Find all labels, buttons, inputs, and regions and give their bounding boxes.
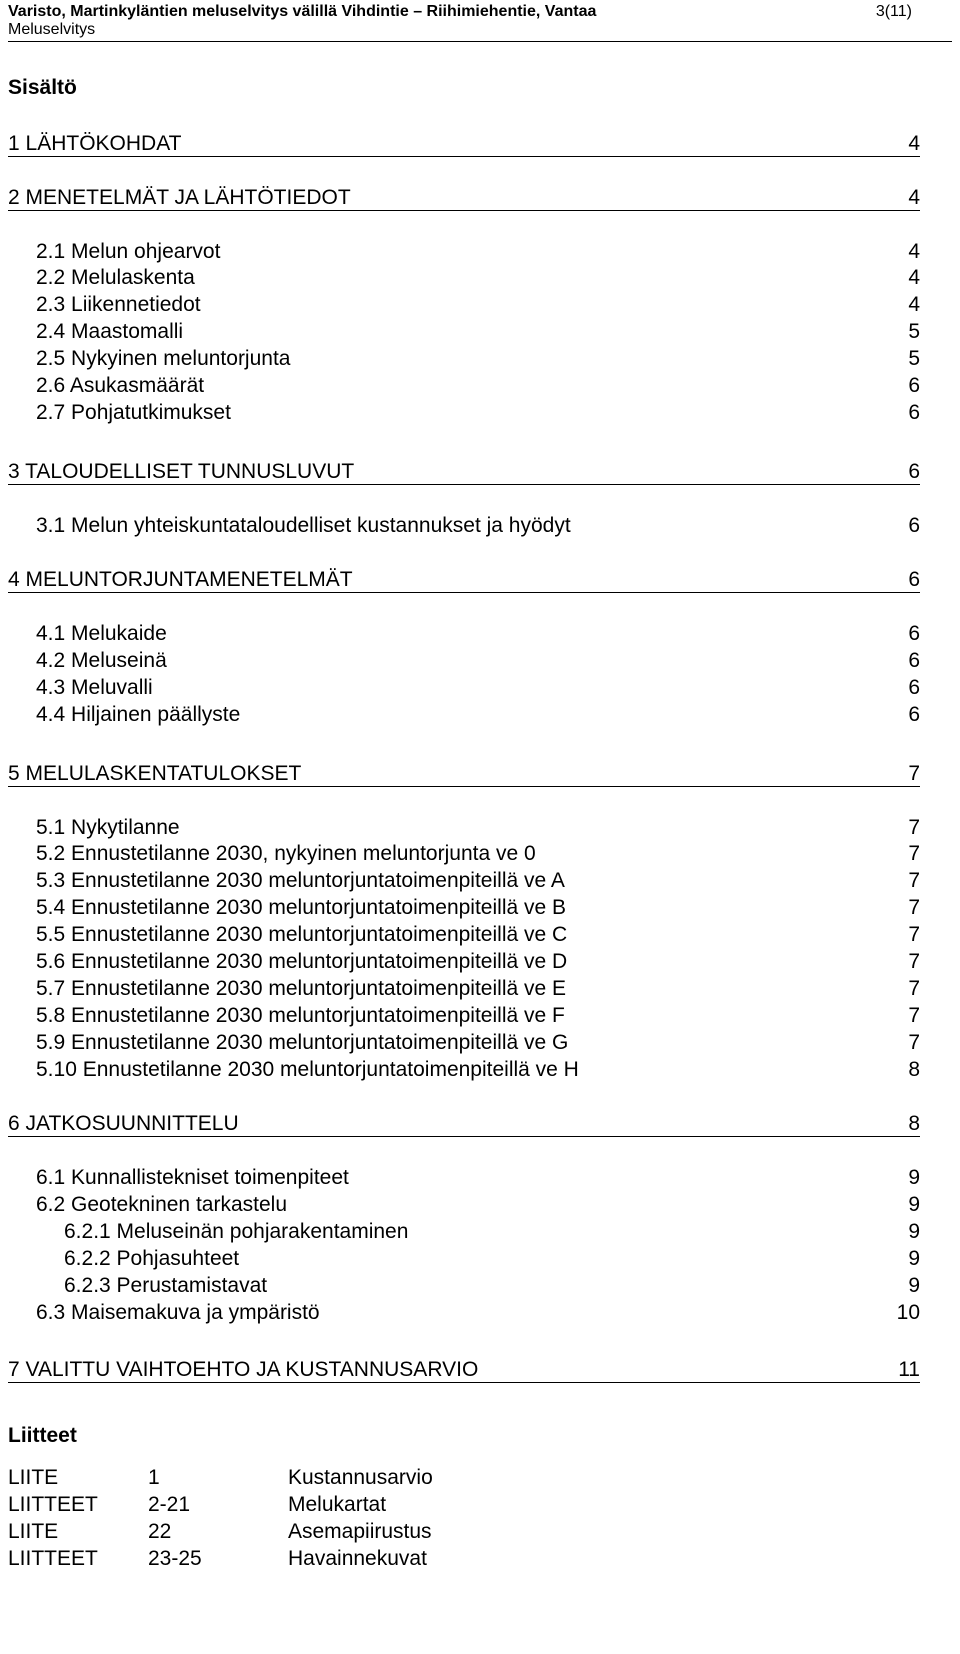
toc-entry[interactable] [36,347,920,371]
toc-entry[interactable] [8,132,920,157]
toc-entry[interactable] [36,1301,920,1325]
toc-entry-page: 9 [908,1247,920,1270]
toc-entry-label: 2.1 Melun ohjearvot [36,240,221,263]
toc-entry-page: 7 [908,869,920,892]
toc-entry-label: 2.3 Liikennetiedot [36,293,201,316]
toc-entry-label: 5 MELULASKENTATULOKSET [8,762,302,785]
toc-entry-label: 3.1 Melun yhteiskuntataloudelliset kustannukset ja hyödyt [36,514,571,537]
toc-entry-page: 9 [908,1166,920,1189]
toc-entry-page: 7 [908,896,920,919]
toc-entry-label: 5.6 Ennustetilanne 2030 meluntorjuntatoimenpiteillä ve D [36,950,568,973]
toc-entry[interactable] [36,842,920,866]
toc-entry-page: 7 [908,923,920,946]
toc-entry-page: 9 [908,1220,920,1243]
toc-entry-page: 11 [898,1358,920,1381]
toc-entry-page: 7 [908,977,920,1000]
toc-entry-label: 4.4 Hiljainen päällyste [36,703,241,726]
toc-entry-label: 5.3 Ennustetilanne 2030 meluntorjuntatoimenpiteillä ve A [36,869,565,892]
toc-entry-label: 4 MELUNTORJUNTAMENETELMÄT [8,568,353,591]
toc-entry-page: 7 [908,842,920,865]
attachment-description: Asemapiirustus [288,1520,432,1543]
toc-entry[interactable] [36,977,920,1001]
attachment-description: Melukartat [288,1493,387,1516]
toc-entry[interactable] [36,869,920,893]
toc-heading: Sisältö [8,76,77,99]
toc-entry-label: 5.5 Ennustetilanne 2030 meluntorjuntatoimenpiteillä ve C [36,923,568,946]
toc-entry[interactable] [8,460,920,485]
toc-entry[interactable] [36,1193,920,1217]
toc-entry[interactable] [36,896,920,920]
toc-entry-label: 2.6 Asukasmäärät [36,374,205,397]
toc-entry[interactable] [36,703,920,727]
toc-entry-label: 5.9 Ennustetilanne 2030 meluntorjuntatoimenpiteillä ve G [36,1031,569,1054]
toc-entry[interactable] [36,622,920,646]
toc-entry-page: 9 [908,1274,920,1297]
attachment-number: 23-25 [148,1547,202,1570]
toc-entry-page: 7 [908,950,920,973]
attachment-type: LIITE [8,1520,59,1543]
attachment-type: LIITTEET [8,1493,98,1516]
toc-entry[interactable] [36,1004,920,1028]
toc-entry[interactable] [36,649,920,673]
toc-entry[interactable] [64,1247,920,1271]
toc-entry-label: 1 LÄHTÖKOHDAT [8,132,182,155]
page-number: 3(11) [875,3,912,20]
document-subtitle: Meluselvitys [8,21,96,38]
toc-entry-page: 7 [908,762,920,785]
toc-entry-label: 6.2 Geotekninen tarkastelu [36,1193,287,1216]
toc-entry-page: 7 [908,816,920,839]
toc-entry-label: 2 MENETELMÄT JA LÄHTÖTIEDOT [8,186,351,209]
toc-entry-label: 4.2 Meluseinä [36,649,167,672]
toc-entry-label: 4.3 Meluvalli [36,676,153,699]
toc-entry-label: 6.2.2 Pohjasuhteet [64,1247,240,1270]
toc-entry[interactable] [8,568,920,593]
toc-entry-label: 5.10 Ennustetilanne 2030 meluntorjuntatoimenpiteillä ve H [36,1058,579,1081]
toc-entry[interactable] [36,293,920,317]
attachment-type: LIITE [8,1466,59,1489]
toc-entry[interactable] [36,240,920,264]
toc-entry-page: 5 [908,347,920,370]
toc-entry[interactable] [36,1031,920,1055]
toc-entry-label: 2.4 Maastomalli [36,320,184,343]
toc-entry-page: 9 [908,1193,920,1216]
toc-entry[interactable] [36,320,920,344]
toc-entry-page: 6 [908,703,920,726]
toc-entry-label: 3 TALOUDELLISET TUNNUSLUVUT [8,460,355,483]
toc-entry-page: 10 [896,1301,920,1324]
toc-entry-label: 2.2 Melulaskenta [36,266,195,289]
toc-entry-label: 6.2.3 Perustamistavat [64,1274,268,1297]
toc-entry[interactable] [8,1358,920,1383]
toc-entry-label: 5.1 Nykytilanne [36,816,180,839]
toc-entry-page: 6 [908,401,920,424]
toc-entry-label: 5.7 Ennustetilanne 2030 meluntorjuntatoimenpiteillä ve E [36,977,567,1000]
toc-entry[interactable] [8,186,920,211]
toc-entry-label: 6.2.1 Meluseinän pohjarakentaminen [64,1220,409,1243]
toc-entry-label: 6.1 Kunnallistekniset toimenpiteet [36,1166,349,1189]
toc-entry[interactable] [36,816,920,840]
toc-entry-page: 6 [908,374,920,397]
toc-entry[interactable] [36,923,920,947]
document-header [8,2,912,22]
toc-entry-page: 4 [908,266,920,289]
toc-entry-label: 6 JATKOSUUNNITTELU [8,1112,239,1135]
toc-entry-page: 4 [908,186,920,209]
toc-entry-page: 6 [908,460,920,483]
toc-entry-page: 6 [908,649,920,672]
toc-entry-label: 5.2 Ennustetilanne 2030, nykyinen meluntorjunta ve 0 [36,842,536,865]
toc-entry[interactable] [36,1058,920,1082]
document-title: Varisto, Martinkyläntien meluselvitys välillä Vihdintie – Riihimiehentie, Vantaa [8,3,597,20]
toc-entry-page: 6 [908,622,920,645]
attachments-heading: Liitteet [8,1424,77,1447]
toc-entry-page: 4 [908,293,920,316]
attachment-number: 22 [148,1520,172,1543]
toc-entry-page: 8 [908,1112,920,1135]
toc-entry-page: 5 [908,320,920,343]
toc-entry-label: 4.1 Melukaide [36,622,167,645]
toc-entry[interactable] [36,676,920,700]
toc-entry-label: 7 VALITTU VAIHTOEHTO JA KUSTANNUSARVIO [8,1358,479,1381]
toc-entry-page: 6 [908,514,920,537]
toc-entry-page: 6 [908,568,920,591]
toc-entry-label: 2.5 Nykyinen meluntorjunta [36,347,291,370]
toc-entry-page: 7 [908,1004,920,1027]
toc-entry[interactable] [36,1166,920,1190]
attachment-description: Havainnekuvat [288,1547,427,1570]
toc-entry-page: 7 [908,1031,920,1054]
attachment-description: Kustannusarvio [288,1466,433,1489]
toc-entry-page: 6 [908,676,920,699]
toc-entry[interactable] [36,374,920,398]
toc-entry[interactable] [64,1220,920,1244]
attachment-number: 1 [148,1466,160,1489]
attachment-number: 2-21 [148,1493,191,1516]
attachment-type: LIITTEET [8,1547,98,1570]
toc-entry-page: 4 [908,132,920,155]
toc-entry[interactable] [36,266,920,290]
toc-entry-label: 2.7 Pohjatutkimukset [36,401,231,424]
toc-entry-label: 5.8 Ennustetilanne 2030 meluntorjuntatoimenpiteillä ve F [36,1004,565,1027]
toc-entry-page: 8 [908,1058,920,1081]
toc-entry[interactable] [8,1112,920,1137]
toc-entry[interactable] [8,762,920,787]
header-rule [8,41,952,42]
toc-entry-label: 6.3 Maisemakuva ja ympäristö [36,1301,320,1324]
toc-entry[interactable] [36,401,920,425]
toc-entry-label: 5.4 Ennustetilanne 2030 meluntorjuntatoimenpiteillä ve B [36,896,567,919]
toc-entry[interactable] [36,950,920,974]
toc-entry[interactable] [64,1274,920,1298]
toc-entry-page: 4 [908,240,920,263]
toc-entry[interactable] [36,514,920,538]
